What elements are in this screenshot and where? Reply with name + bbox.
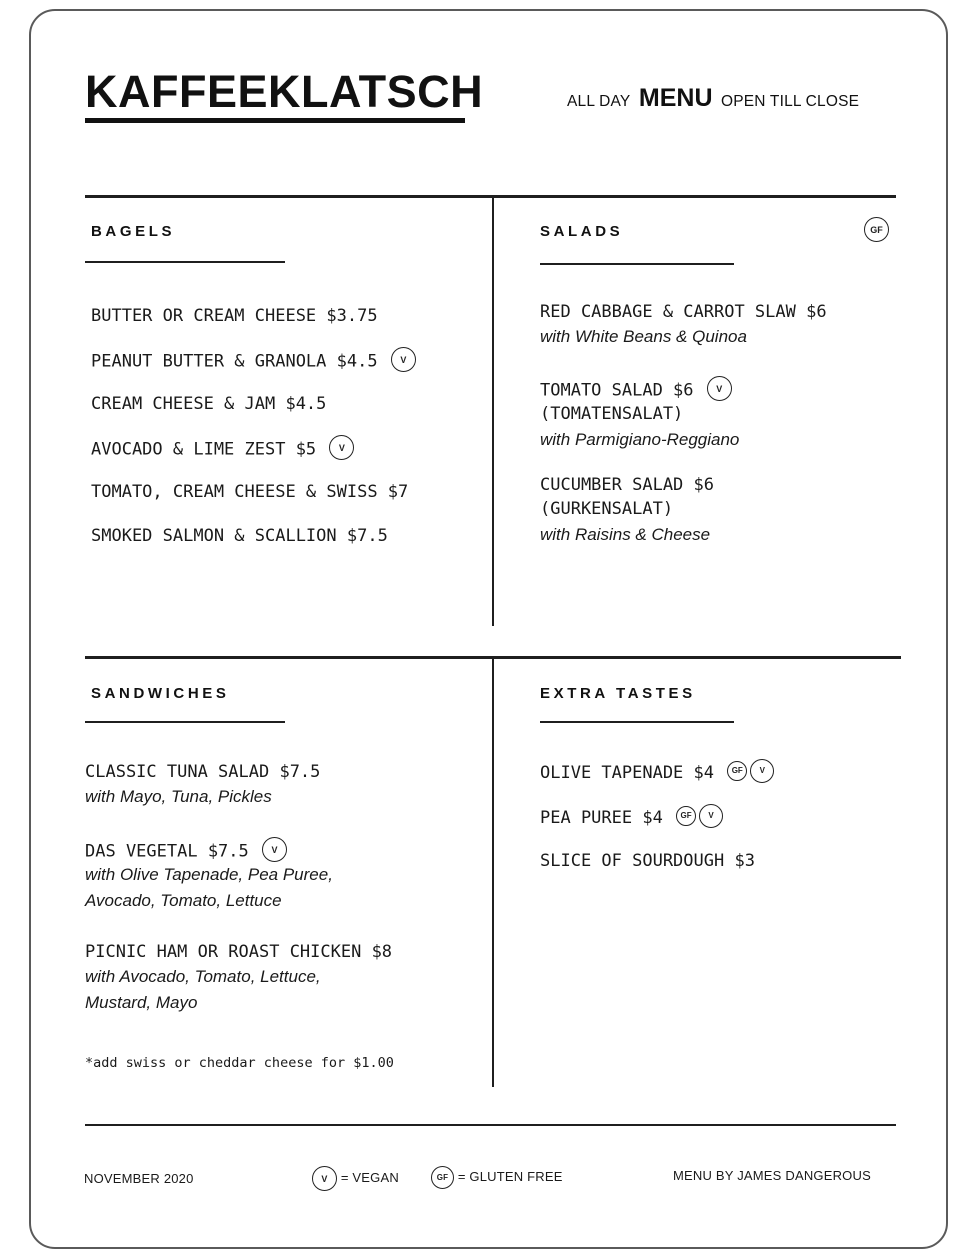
menu-item-label: OLIVE TAPENADE $4 (540, 763, 714, 783)
extra-tastes-title: EXTRA TASTES (540, 685, 696, 702)
menu-item (540, 806, 723, 830)
menu-item-alt-name: (TOMATENSALAT) (540, 404, 684, 424)
gluten-free-legend (431, 1166, 563, 1189)
menu-item: PICNIC HAM OR ROAST CHICKEN $8 (85, 942, 393, 962)
menu-item-label: PEA PUREE $4 (540, 808, 663, 828)
menu-item (540, 378, 732, 403)
gluten-free-badge-icon: GF (864, 217, 889, 242)
menu-item-description: with White Beans & Quinoa (540, 327, 747, 346)
menu-item (540, 761, 774, 785)
footer-credit: MENU BY JAMES DANGEROUS (673, 1168, 871, 1183)
menu-item: TOMATO, CREAM CHEESE & SWISS $7 (91, 482, 409, 502)
sandwiches-title: SANDWICHES (91, 685, 230, 702)
tagline-open: OPEN TILL CLOSE (720, 93, 860, 110)
menu-item-label: AVOCADO & LIME ZEST $5 (91, 439, 317, 460)
lower-column-divider (492, 657, 494, 1087)
menu-item (85, 839, 287, 864)
upper-column-divider (492, 196, 494, 626)
salads-underline (540, 263, 734, 265)
menu-item: SLICE OF SOURDOUGH $3 (540, 851, 755, 871)
gluten-free-badge-icon: GF (676, 806, 696, 826)
gluten-free-legend-label: = GLUTEN FREE (457, 1168, 563, 1184)
vegan-badge-icon: V (391, 347, 416, 372)
menu-item-description: with Mayo, Tuna, Pickles (85, 787, 272, 806)
menu-item-label: TOMATO SALAD $6 (540, 380, 694, 401)
bagels-underline (85, 261, 285, 263)
menu-item-label: DAS VEGETAL $7.5 (85, 841, 249, 862)
menu-item: CUCUMBER SALAD $6 (540, 475, 714, 495)
gluten-free-badge-icon: GF (431, 1166, 454, 1189)
bagels-title: BAGELS (91, 223, 176, 240)
menu-item: BUTTER OR CREAM CHEESE $3.75 (91, 306, 378, 326)
tagline-all-day: ALL DAY (567, 93, 631, 110)
vegan-badge-icon: V (699, 804, 723, 828)
menu-item: SMOKED SALMON & SCALLION $7.5 (91, 526, 388, 546)
vegan-badge-icon: V (262, 837, 287, 862)
footer-date: NOVEMBER 2020 (84, 1171, 194, 1186)
cheese-note: *add swiss or cheddar cheese for $1.00 (85, 1055, 394, 1071)
menu-item-label: PEANUT BUTTER & GRANOLA $4.5 (91, 351, 378, 372)
bottom-divider (85, 1124, 896, 1126)
menu-item (91, 349, 416, 374)
gluten-free-badge-icon: GF (727, 761, 747, 781)
menu-item: RED CABBAGE & CARROT SLAW $6 (540, 302, 827, 322)
brand-title: KAFFEEKLATSCH (85, 66, 484, 117)
salads-title: SALADS (540, 223, 624, 240)
menu-tagline (567, 84, 859, 113)
menu-item-description: Avocado, Tomato, Lettuce (85, 891, 282, 910)
sandwiches-underline (85, 721, 285, 723)
extra-tastes-underline (540, 721, 734, 723)
menu-item-description: with Avocado, Tomato, Lettuce, (85, 967, 321, 986)
menu-item: CREAM CHEESE & JAM $4.5 (91, 394, 327, 414)
vegan-legend (312, 1166, 399, 1191)
tagline-menu: MENU (638, 84, 713, 112)
menu-item-description: with Parmigiano-Reggiano (540, 430, 740, 449)
menu-item: CLASSIC TUNA SALAD $7.5 (85, 762, 321, 782)
vegan-badge-icon: V (750, 759, 774, 783)
vegan-legend-label: = VEGAN (340, 1169, 399, 1185)
menu-item-description: with Olive Tapenade, Pea Puree, (85, 865, 333, 884)
vegan-badge-icon: V (329, 435, 354, 460)
menu-item-description: Mustard, Mayo (85, 993, 198, 1012)
brand-underline (85, 118, 465, 123)
vegan-badge-icon: V (312, 1166, 337, 1191)
menu-item-description: with Raisins & Cheese (540, 525, 711, 544)
top-divider (85, 195, 896, 198)
menu-item (91, 437, 354, 462)
vegan-badge-icon: V (707, 376, 732, 401)
menu-item-alt-name: (GURKENSALAT) (540, 499, 674, 519)
